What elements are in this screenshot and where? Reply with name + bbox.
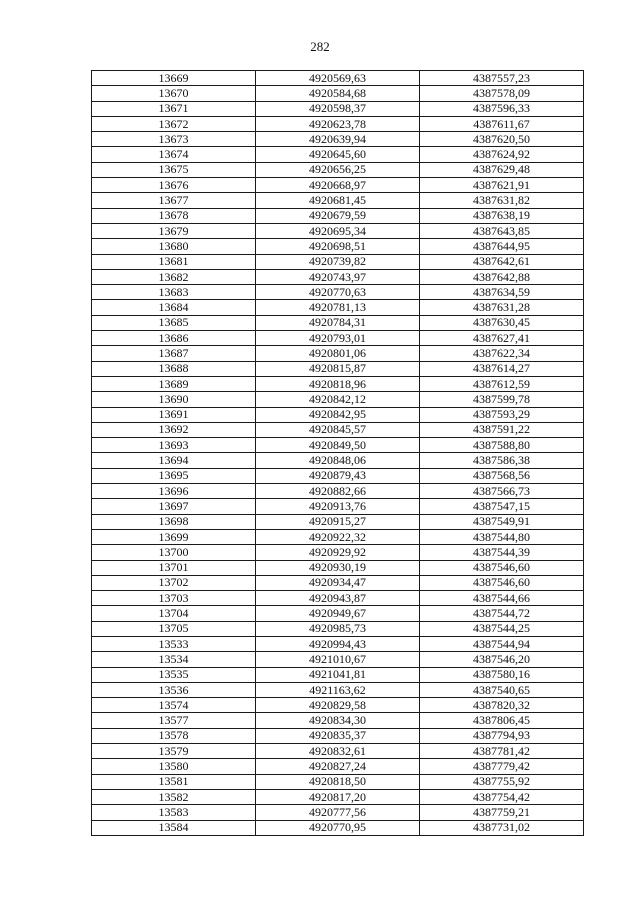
y-coordinate-cell: 4387731,02 bbox=[420, 820, 584, 835]
table-row bbox=[92, 575, 584, 590]
y-coordinate-cell: 4387593,29 bbox=[420, 407, 584, 422]
y-coordinate-cell: 4387546,60 bbox=[420, 560, 584, 575]
point-number-cell: 13690 bbox=[92, 392, 256, 407]
x-coordinate-cell: 4920848,06 bbox=[256, 453, 420, 468]
y-coordinate-cell: 4387544,80 bbox=[420, 529, 584, 544]
point-number-cell: 13579 bbox=[92, 744, 256, 759]
table-row bbox=[92, 759, 584, 774]
y-coordinate-cell: 4387544,72 bbox=[420, 606, 584, 621]
coordinates-table-body bbox=[92, 71, 584, 836]
table-row bbox=[92, 682, 584, 697]
y-coordinate-cell: 4387755,92 bbox=[420, 774, 584, 789]
point-number-cell: 13580 bbox=[92, 759, 256, 774]
x-coordinate-cell: 4920943,87 bbox=[256, 591, 420, 606]
y-coordinate-cell: 4387621,91 bbox=[420, 178, 584, 193]
table-row bbox=[92, 361, 584, 376]
table-row bbox=[92, 453, 584, 468]
y-coordinate-cell: 4387578,09 bbox=[420, 86, 584, 101]
y-coordinate-cell: 4387580,16 bbox=[420, 667, 584, 682]
table-row bbox=[92, 621, 584, 636]
table-row bbox=[92, 376, 584, 391]
table-row bbox=[92, 147, 584, 162]
point-number-cell: 13534 bbox=[92, 652, 256, 667]
y-coordinate-cell: 4387759,21 bbox=[420, 805, 584, 820]
table-row bbox=[92, 560, 584, 575]
table-row bbox=[92, 438, 584, 453]
page-number: 282 bbox=[310, 39, 330, 54]
x-coordinate-cell: 4920569,63 bbox=[256, 71, 420, 86]
table-row bbox=[92, 805, 584, 820]
x-coordinate-cell: 4920845,57 bbox=[256, 422, 420, 437]
point-number-cell: 13670 bbox=[92, 86, 256, 101]
point-number-cell: 13673 bbox=[92, 132, 256, 147]
point-number-cell: 13578 bbox=[92, 728, 256, 743]
x-coordinate-cell: 4920695,34 bbox=[256, 223, 420, 238]
table-row bbox=[92, 422, 584, 437]
x-coordinate-cell: 4920815,87 bbox=[256, 361, 420, 376]
x-coordinate-cell: 4920994,43 bbox=[256, 636, 420, 651]
table-row bbox=[92, 728, 584, 743]
y-coordinate-cell: 4387644,95 bbox=[420, 239, 584, 254]
y-coordinate-cell: 4387544,94 bbox=[420, 636, 584, 651]
y-coordinate-cell: 4387612,59 bbox=[420, 376, 584, 391]
table-row bbox=[92, 86, 584, 101]
point-number-cell: 13676 bbox=[92, 178, 256, 193]
point-number-cell: 13680 bbox=[92, 239, 256, 254]
point-number-cell: 13675 bbox=[92, 162, 256, 177]
y-coordinate-cell: 4387566,73 bbox=[420, 484, 584, 499]
x-coordinate-cell: 4920829,58 bbox=[256, 698, 420, 713]
point-number-cell: 13533 bbox=[92, 636, 256, 651]
x-coordinate-cell: 4920623,78 bbox=[256, 116, 420, 131]
x-coordinate-cell: 4920817,20 bbox=[256, 789, 420, 804]
y-coordinate-cell: 4387631,82 bbox=[420, 193, 584, 208]
x-coordinate-cell: 4921163,62 bbox=[256, 682, 420, 697]
x-coordinate-cell: 4920698,51 bbox=[256, 239, 420, 254]
x-coordinate-cell: 4920793,01 bbox=[256, 331, 420, 346]
x-coordinate-cell: 4920985,73 bbox=[256, 621, 420, 636]
y-coordinate-cell: 4387631,28 bbox=[420, 300, 584, 315]
table-row bbox=[92, 606, 584, 621]
x-coordinate-cell: 4921010,67 bbox=[256, 652, 420, 667]
point-number-cell: 13536 bbox=[92, 682, 256, 697]
point-number-cell: 13671 bbox=[92, 101, 256, 116]
point-number-cell: 13687 bbox=[92, 346, 256, 361]
table-row bbox=[92, 239, 584, 254]
coordinates-table bbox=[91, 70, 584, 836]
y-coordinate-cell: 4387624,92 bbox=[420, 147, 584, 162]
x-coordinate-cell: 4920913,76 bbox=[256, 499, 420, 514]
y-coordinate-cell: 4387629,48 bbox=[420, 162, 584, 177]
table-row bbox=[92, 514, 584, 529]
y-coordinate-cell: 4387546,20 bbox=[420, 652, 584, 667]
y-coordinate-cell: 4387806,45 bbox=[420, 713, 584, 728]
y-coordinate-cell: 4387549,91 bbox=[420, 514, 584, 529]
y-coordinate-cell: 4387544,25 bbox=[420, 621, 584, 636]
point-number-cell: 13701 bbox=[92, 560, 256, 575]
y-coordinate-cell: 4387547,15 bbox=[420, 499, 584, 514]
x-coordinate-cell: 4920668,97 bbox=[256, 178, 420, 193]
table-row bbox=[92, 545, 584, 560]
y-coordinate-cell: 4387544,66 bbox=[420, 591, 584, 606]
x-coordinate-cell: 4920818,50 bbox=[256, 774, 420, 789]
table-row bbox=[92, 193, 584, 208]
point-number-cell: 13695 bbox=[92, 468, 256, 483]
x-coordinate-cell: 4920949,67 bbox=[256, 606, 420, 621]
x-coordinate-cell: 4920739,82 bbox=[256, 254, 420, 269]
x-coordinate-cell: 4920834,30 bbox=[256, 713, 420, 728]
point-number-cell: 13691 bbox=[92, 407, 256, 422]
table-row bbox=[92, 529, 584, 544]
y-coordinate-cell: 4387634,59 bbox=[420, 285, 584, 300]
point-number-cell: 13693 bbox=[92, 438, 256, 453]
table-row bbox=[92, 162, 584, 177]
point-number-cell: 13674 bbox=[92, 147, 256, 162]
y-coordinate-cell: 4387794,93 bbox=[420, 728, 584, 743]
point-number-cell: 13704 bbox=[92, 606, 256, 621]
point-number-cell: 13577 bbox=[92, 713, 256, 728]
table-row bbox=[92, 285, 584, 300]
y-coordinate-cell: 4387779,42 bbox=[420, 759, 584, 774]
table-row bbox=[92, 71, 584, 86]
y-coordinate-cell: 4387622,34 bbox=[420, 346, 584, 361]
point-number-cell: 13697 bbox=[92, 499, 256, 514]
table-row bbox=[92, 254, 584, 269]
y-coordinate-cell: 4387611,67 bbox=[420, 116, 584, 131]
point-number-cell: 13681 bbox=[92, 254, 256, 269]
table-row bbox=[92, 392, 584, 407]
y-coordinate-cell: 4387781,42 bbox=[420, 744, 584, 759]
y-coordinate-cell: 4387627,41 bbox=[420, 331, 584, 346]
x-coordinate-cell: 4920784,31 bbox=[256, 315, 420, 330]
table-row bbox=[92, 223, 584, 238]
y-coordinate-cell: 4387546,60 bbox=[420, 575, 584, 590]
x-coordinate-cell: 4920645,60 bbox=[256, 147, 420, 162]
y-coordinate-cell: 4387568,56 bbox=[420, 468, 584, 483]
table-row bbox=[92, 346, 584, 361]
point-number-cell: 13698 bbox=[92, 514, 256, 529]
x-coordinate-cell: 4920929,92 bbox=[256, 545, 420, 560]
x-coordinate-cell: 4920842,95 bbox=[256, 407, 420, 422]
x-coordinate-cell: 4920882,66 bbox=[256, 484, 420, 499]
x-coordinate-cell: 4920770,95 bbox=[256, 820, 420, 835]
table-row bbox=[92, 300, 584, 315]
table-row bbox=[92, 667, 584, 682]
y-coordinate-cell: 4387596,33 bbox=[420, 101, 584, 116]
point-number-cell: 13669 bbox=[92, 71, 256, 86]
table-row bbox=[92, 178, 584, 193]
y-coordinate-cell: 4387599,78 bbox=[420, 392, 584, 407]
y-coordinate-cell: 4387620,50 bbox=[420, 132, 584, 147]
x-coordinate-cell: 4920930,19 bbox=[256, 560, 420, 575]
point-number-cell: 13672 bbox=[92, 116, 256, 131]
x-coordinate-cell: 4920743,97 bbox=[256, 269, 420, 284]
table-row bbox=[92, 407, 584, 422]
table-row bbox=[92, 484, 584, 499]
y-coordinate-cell: 4387638,19 bbox=[420, 208, 584, 223]
x-coordinate-cell: 4920584,68 bbox=[256, 86, 420, 101]
x-coordinate-cell: 4920770,63 bbox=[256, 285, 420, 300]
x-coordinate-cell: 4920639,94 bbox=[256, 132, 420, 147]
point-number-cell: 13535 bbox=[92, 667, 256, 682]
point-number-cell: 13682 bbox=[92, 269, 256, 284]
point-number-cell: 13705 bbox=[92, 621, 256, 636]
y-coordinate-cell: 4387642,88 bbox=[420, 269, 584, 284]
x-coordinate-cell: 4920879,43 bbox=[256, 468, 420, 483]
x-coordinate-cell: 4920915,27 bbox=[256, 514, 420, 529]
table-row bbox=[92, 269, 584, 284]
table-row bbox=[92, 331, 584, 346]
x-coordinate-cell: 4920818,96 bbox=[256, 376, 420, 391]
y-coordinate-cell: 4387614,27 bbox=[420, 361, 584, 376]
table-row bbox=[92, 713, 584, 728]
point-number-cell: 13679 bbox=[92, 223, 256, 238]
table-row bbox=[92, 468, 584, 483]
table-row bbox=[92, 101, 584, 116]
point-number-cell: 13683 bbox=[92, 285, 256, 300]
y-coordinate-cell: 4387754,42 bbox=[420, 789, 584, 804]
y-coordinate-cell: 4387820,32 bbox=[420, 698, 584, 713]
table-row bbox=[92, 789, 584, 804]
point-number-cell: 13689 bbox=[92, 376, 256, 391]
table-row bbox=[92, 636, 584, 651]
x-coordinate-cell: 4920801,06 bbox=[256, 346, 420, 361]
x-coordinate-cell: 4920781,13 bbox=[256, 300, 420, 315]
table-row bbox=[92, 698, 584, 713]
x-coordinate-cell: 4920842,12 bbox=[256, 392, 420, 407]
y-coordinate-cell: 4387544,39 bbox=[420, 545, 584, 560]
x-coordinate-cell: 4920934,47 bbox=[256, 575, 420, 590]
point-number-cell: 13686 bbox=[92, 331, 256, 346]
point-number-cell: 13688 bbox=[92, 361, 256, 376]
y-coordinate-cell: 4387540,65 bbox=[420, 682, 584, 697]
point-number-cell: 13699 bbox=[92, 529, 256, 544]
point-number-cell: 13678 bbox=[92, 208, 256, 223]
point-number-cell: 13703 bbox=[92, 591, 256, 606]
table-row bbox=[92, 774, 584, 789]
x-coordinate-cell: 4921041,81 bbox=[256, 667, 420, 682]
table-row bbox=[92, 132, 584, 147]
point-number-cell: 13574 bbox=[92, 698, 256, 713]
x-coordinate-cell: 4920827,24 bbox=[256, 759, 420, 774]
point-number-cell: 13702 bbox=[92, 575, 256, 590]
y-coordinate-cell: 4387557,23 bbox=[420, 71, 584, 86]
x-coordinate-cell: 4920681,45 bbox=[256, 193, 420, 208]
table-row bbox=[92, 499, 584, 514]
table-row bbox=[92, 315, 584, 330]
table-row bbox=[92, 116, 584, 131]
point-number-cell: 13583 bbox=[92, 805, 256, 820]
x-coordinate-cell: 4920598,37 bbox=[256, 101, 420, 116]
x-coordinate-cell: 4920777,56 bbox=[256, 805, 420, 820]
table-row bbox=[92, 820, 584, 835]
x-coordinate-cell: 4920832,61 bbox=[256, 744, 420, 759]
x-coordinate-cell: 4920922,32 bbox=[256, 529, 420, 544]
y-coordinate-cell: 4387591,22 bbox=[420, 422, 584, 437]
y-coordinate-cell: 4387586,38 bbox=[420, 453, 584, 468]
point-number-cell: 13700 bbox=[92, 545, 256, 560]
table-row bbox=[92, 652, 584, 667]
point-number-cell: 13581 bbox=[92, 774, 256, 789]
y-coordinate-cell: 4387630,45 bbox=[420, 315, 584, 330]
point-number-cell: 13685 bbox=[92, 315, 256, 330]
point-number-cell: 13692 bbox=[92, 422, 256, 437]
point-number-cell: 13677 bbox=[92, 193, 256, 208]
x-coordinate-cell: 4920849,50 bbox=[256, 438, 420, 453]
table-row bbox=[92, 208, 584, 223]
point-number-cell: 13584 bbox=[92, 820, 256, 835]
point-number-cell: 13684 bbox=[92, 300, 256, 315]
x-coordinate-cell: 4920835,37 bbox=[256, 728, 420, 743]
point-number-cell: 13694 bbox=[92, 453, 256, 468]
table-row bbox=[92, 591, 584, 606]
y-coordinate-cell: 4387642,61 bbox=[420, 254, 584, 269]
x-coordinate-cell: 4920679,59 bbox=[256, 208, 420, 223]
x-coordinate-cell: 4920656,25 bbox=[256, 162, 420, 177]
y-coordinate-cell: 4387588,80 bbox=[420, 438, 584, 453]
point-number-cell: 13696 bbox=[92, 484, 256, 499]
point-number-cell: 13582 bbox=[92, 789, 256, 804]
table-row bbox=[92, 744, 584, 759]
y-coordinate-cell: 4387643,85 bbox=[420, 223, 584, 238]
